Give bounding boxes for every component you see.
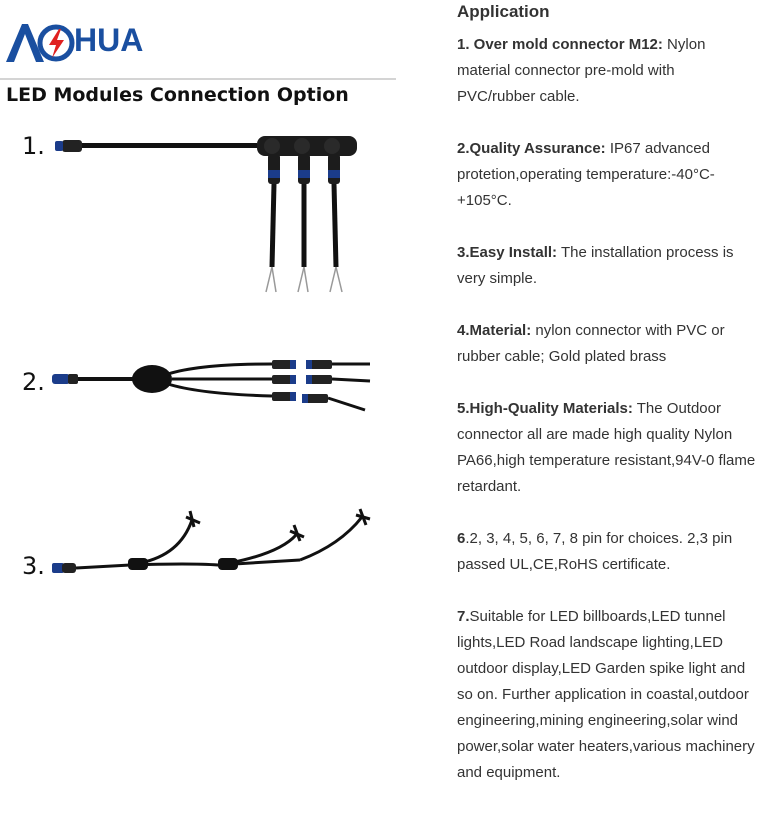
t-splitter-cable-image: [40, 122, 395, 302]
application-item: [457, 526, 757, 578]
option-number: 3.: [22, 552, 45, 580]
application-item: [457, 32, 757, 110]
item-heading: 6: [457, 530, 466, 547]
option-number: 2.: [22, 368, 45, 396]
logo-text: HUA: [74, 22, 144, 58]
application-title: Application: [457, 2, 550, 21]
daisy-chain-cable-image: [40, 505, 395, 585]
item-heading: 5.High-Quality Materials:: [457, 400, 633, 417]
item-text: .2, 3, 4, 5, 6, 7, 8 pin for choices. 2,3 pin passed UL,CE,RoHS certificate.: [457, 530, 733, 573]
item-heading: 4.Material:: [457, 322, 532, 339]
application-item: [457, 604, 757, 786]
item-text: Suitable for LED billboards,LED tunnel lights,LED Road landscape lighting,LED outdoor display,LED Garden spike light and so on. Further application in coastal,outdoor engineering,mining engineering,solar wind power,solar water heaters,various machinery and equipment.: [457, 608, 755, 781]
application-item: [457, 318, 757, 370]
option-number: 1.: [22, 132, 45, 160]
application-item: [457, 136, 757, 214]
item-heading: 3.Easy Install:: [457, 244, 558, 261]
item-text: The installation process is very simple.: [457, 244, 734, 287]
application-item: [457, 240, 757, 292]
section-title: LED Modules Connection Option: [6, 84, 349, 106]
item-heading: 1. Over mold connector M12:: [457, 36, 663, 53]
application-item: [457, 396, 757, 500]
item-text: The Outdoor connector all are made high quality Nylon PA66,high temperature resistant,94V-0 flame retardant.: [457, 400, 756, 495]
brand-logo: [4, 12, 154, 70]
item-heading: 2.Quality Assurance:: [457, 140, 606, 157]
divider: [0, 78, 396, 80]
y-splitter-cable-image: [40, 350, 395, 420]
item-text: Nylon material connector pre-mold with PVC/rubber cable.: [457, 36, 706, 105]
item-text: IP67 advanced protetion,operating temperature:-40°C-+105°C.: [457, 140, 715, 209]
item-text: nylon connector with PVC or rubber cable; Gold plated brass: [457, 322, 725, 365]
item-heading: 7.: [457, 608, 470, 625]
